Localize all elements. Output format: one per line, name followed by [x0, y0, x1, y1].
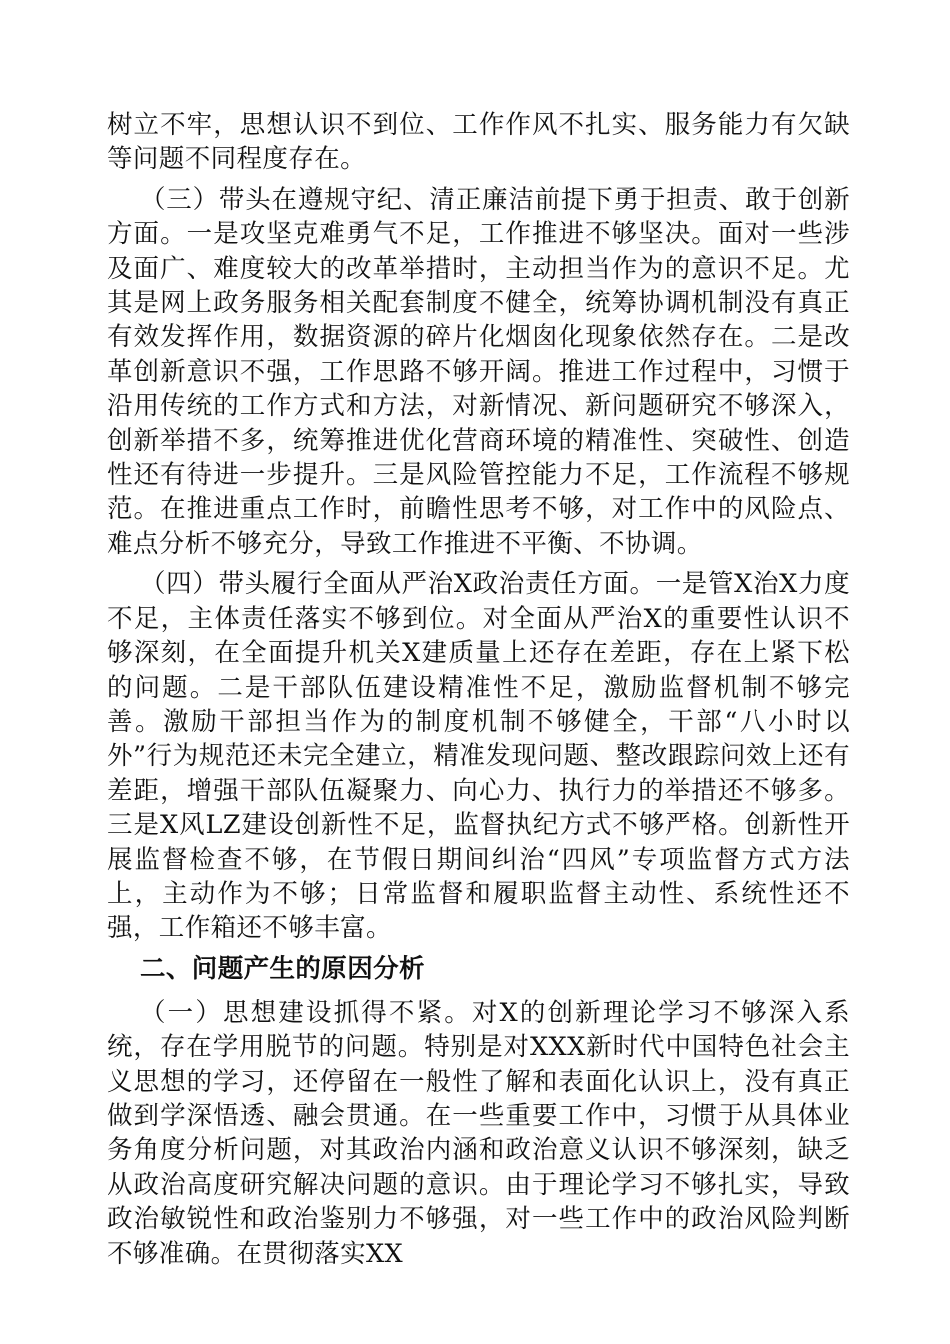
paragraph-cause-one: （一）思想建设抓得不紧。对X的创新理论学习不够深入系统，存在学用脱节的问题。特别是对XXX新时代中国特色社会主义思想的学习，还停留在一般性了解和表面化认识上，没有真正做到学深悟透、融会贯通。在一些重要工作中，习惯于从具体业务角度分析问题，对其政治内涵和政治意义认识不够深刻，缺乏从政治高度研究解决问题的意识。由于理论学习不够扎实，导致政治敏锐性和政治鉴别力不够强，对一些工作中的政治风险判断不够准确。在贯彻落实XX — [107, 997, 850, 1269]
section-heading: 二、问题产生的原因分析 — [140, 953, 425, 984]
paragraph-continuation: 树立不牢，思想认识不到位、工作作风不扎实、服务能力有欠缺等问题不同程度存在。 — [107, 110, 850, 175]
paragraph-section-four: （四）带头履行全面从严治X政治责任方面。一是管X治X力度不足，主体责任落实不够到位。对全面从严治X的重要性认识不够深刻，在全面提升机关X建质量上还存在差距，存在上紧下松的问题。二是干部队伍建设精准性不足，激励监督机制不够完善。激励干部担当作为的制度机制不够健全，干部“八小时以外”行为规范还未完全建立，精准发现问题、整改跟踪问效上还有差距，增强干部队伍凝聚力、向心力、执行力的举措还不够多。三是X风LZ建设创新性不足，监督执纪方式不够严格。创新性开展监督检查不够，在节假日期间纠治“四风”专项监督方式方法上，主动作为不够；日常监督和履职监督主动性、系统性还不强，工作箱还不够丰富。 — [107, 569, 850, 944]
paragraph-section-three: （三）带头在遵规守纪、清正廉洁前提下勇于担责、敢于创新方面。一是攻坚克难勇气不足，工作推进不够坚决。面对一些涉及面广、难度较大的改革举措时，主动担当作为的意识不足。尤其是网上政务服务相关配套制度不健全，统筹协调机制没有真正有效发挥作用，数据资源的碎片化烟囱化现象依然存在。二是改革创新意识不强，工作思路不够开阔。推进工作过程中，习惯于沿用传统的工作方式和方法，对新情况、新问题研究不够深入，创新举措不多，统筹推进优化营商环境的精准性、突破性、创造性还有待进一步提升。三是风险管控能力不足，工作流程不够规范。在推进重点工作时，前瞻性思考不够，对工作中的风险点、难点分析不够充分，导致工作推进不平衡、不协调。 — [107, 184, 850, 559]
